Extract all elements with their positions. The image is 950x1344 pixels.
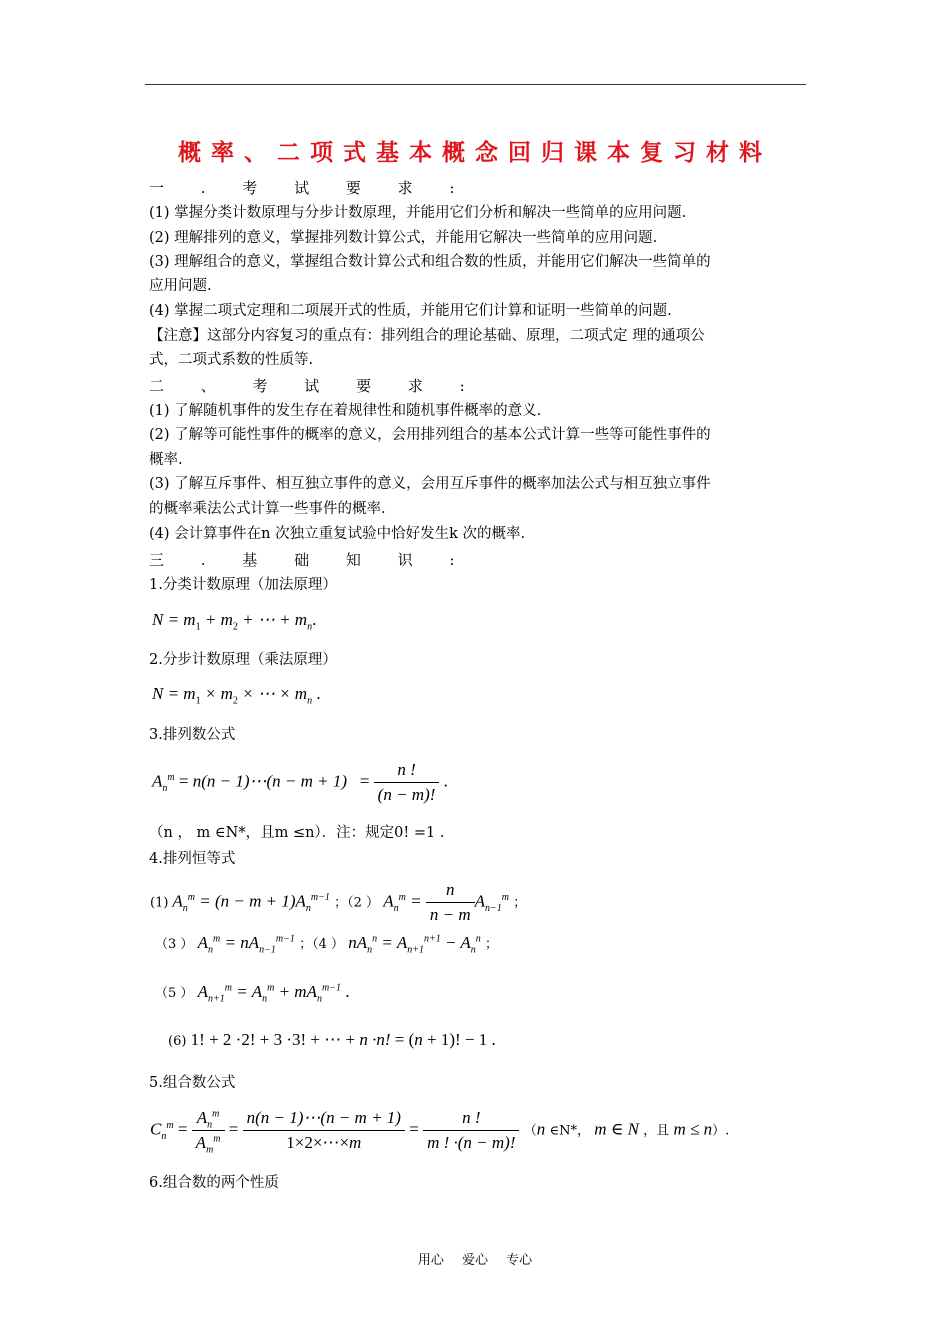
s1-note: 【注意】这部分内容复习的重点有：排列组合的理论基础、原理，二项式定 理的通项公 [149, 328, 705, 344]
identity-label-6: (6) [168, 1034, 187, 1049]
page-title: 概率、二项式基本概念回归课本复习材料 [178, 139, 772, 166]
identity-label-5: （5 ） [155, 986, 194, 1001]
formula-multiplication-principle: $N = m_1 \times m_2$ × ⋯ × $m_n$ . [152, 684, 321, 707]
knowledge-3-note: （n ， m ∈N*，且m ≤n）．注：规定0! =1 . [149, 825, 445, 841]
formula-identity-5: （5 ） $A_{n+1}^m = A_n^m + mA_n^{m-1}$ . [155, 982, 350, 1005]
identity-label-2: ；（2 ） [334, 895, 380, 911]
s2-item-4: (4) 会计算事件在n 次独立重复试验中恰好发生k 次的概率. [149, 526, 526, 542]
formula-identity-1-2: (1) $A_n^m = (n - m + 1)A_n^{m-1}$ ；（2 ） $A_n^m$ = $\frac{n}{n - m}$ $A_{n-1}^m$ ； [150, 880, 527, 924]
s2-item-2: (2) 了解等可能性事件的概率的意义，会用排列组合的基本公式计算一些等可能性事件的 [149, 427, 711, 443]
header-rule [145, 84, 806, 85]
formula-identity-6: (6) 1! + 2 ·2! + 3 ·3! + ⋯ + n ·n! = (n + 1)! − 1 . [168, 1030, 496, 1049]
s1-note-cont: 式，二项式系数的性质等. [149, 352, 314, 368]
section-1-heading: 一 . 考 试 要 求 : [149, 179, 471, 197]
s1-item-3-cont: 应用问题. [149, 278, 212, 294]
s2-item-2-cont: 概率. [149, 452, 183, 468]
formula-addition-principle: $N = m_1 + m_2$ + ⋯ + $m_n$. [152, 610, 317, 633]
knowledge-2-heading: 2.分步计数原理（乘法原理） [149, 652, 337, 668]
identity-label-4: ；（4 ） [299, 937, 345, 952]
s2-item-3-cont: 的概率乘法公式计算一些事件的概率. [149, 501, 386, 517]
s1-item-2: (2) 理解排列的意义，掌握排列数计算公式，并能用它解决一些简单的应用问题. [149, 230, 658, 246]
s1-item-4: (4) 掌握二项式定理和二项展开式的性质，并能用它们计算和证明一些简单的问题. [149, 303, 672, 319]
section-2-heading: 二 、 考 试 要 求 : [149, 377, 481, 395]
formula-permutation: $A_n^m = n(n$ − 1)⋯(n − m + 1) = $\frac{n !}{(n - m)!}$ . [152, 760, 448, 804]
s1-item-1: (1) 掌握分类计数原理与分步计数原理，并能用它们分析和解决一些简单的应用问题. [149, 205, 687, 221]
section-3-heading: 三 . 基 础 知 识 : [149, 551, 471, 569]
knowledge-3-heading: 3.排列数公式 [149, 727, 236, 743]
knowledge-5-heading: 5.组合数公式 [149, 1075, 236, 1091]
s2-item-1: (1) 了解随机事件的发生存在着规律性和随机事件概率的意义. [149, 403, 542, 419]
identity-label-1: (1) [150, 895, 169, 911]
formula-identity-3-4: （3 ） $A_n^m = nA_{n-1}^{m-1}$ ；（4 ） $nA_n^n = A_{n+1}^{n+1} - A_n^n$ ； [155, 933, 499, 956]
page-footer: 用心 爱心 专心 [417, 1253, 533, 1268]
knowledge-4-heading: 4.排列恒等式 [149, 851, 236, 867]
knowledge-6-heading: 6.组合数的两个性质 [149, 1175, 279, 1191]
knowledge-1-heading: 1.分类计数原理（加法原理） [149, 577, 337, 593]
s2-item-3: (3) 了解互斥事件、相互独立事件的意义，会用互斥事件的概率加法公式与相互独立事件 [149, 476, 711, 492]
s1-item-3: (3) 理解组合的意义，掌握组合数计算公式和组合数的性质，并能用它们解决一些简单的 [149, 254, 711, 270]
identity-label-3: （3 ） [155, 937, 194, 952]
formula-combination: $C_n^m$ = $\frac{A_n^m}{A_m^m}$ = $\frac{n(n - 1)\cdots(n - m + 1)}{1\times 2\times\cdots\times m}$ = $\frac{n !}{m ! \cdot(n - m)!}$ （n ∈N*， m ∈ N ，且 m ≤ n）. [150, 1108, 730, 1156]
